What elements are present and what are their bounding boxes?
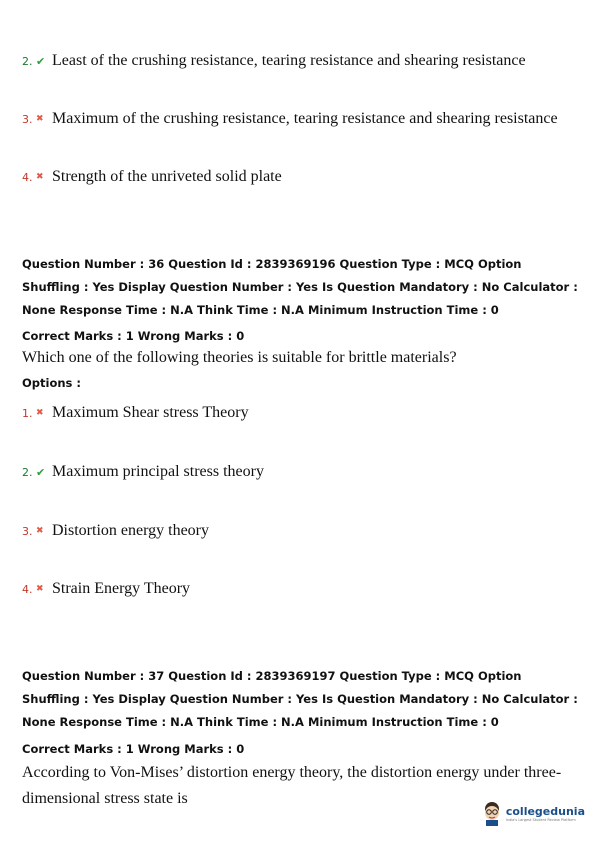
option-number: 3. (22, 112, 33, 126)
option-number: 3. (22, 524, 33, 538)
question-meta: Question Number : 36 Question Id : 2839369196 Question Type : MCQ Option Shuffling : Yes Display Question Number : Yes Is Question Mandatory : No Calculator : None Response Time : N.A Think Time : N.A Minimum Instruction Time : 0 (22, 257, 578, 317)
option-row (22, 522, 209, 540)
options-label: Options : (22, 376, 81, 390)
option-text: Maximum of the crushing resistance, tearing resistance and shearing resistance (52, 110, 558, 127)
option-number: 2. (22, 465, 33, 479)
cross-icon: ✖ (36, 408, 44, 418)
option-text: Maximum principal stress theory (52, 463, 264, 480)
option-number: 4. (22, 582, 33, 596)
option-row (22, 110, 558, 128)
logo-name: collegedunia (505, 804, 585, 818)
mascot-icon (480, 800, 504, 826)
option-row (22, 463, 264, 481)
check-icon: ✔ (36, 54, 46, 68)
question-text-continued: dimensional stress state is (22, 790, 188, 807)
question-marks: Correct Marks : 1 Wrong Marks : 0 (22, 742, 245, 756)
logo-tagline: India's Largest Student Review Platform (505, 817, 576, 822)
cross-icon: ✖ (36, 114, 44, 124)
option-text: Maximum Shear stress Theory (52, 404, 249, 421)
option-number: 4. (22, 170, 33, 184)
collegedunia-logo (480, 800, 585, 826)
option-number: 2. (22, 54, 33, 68)
option-number: 1. (22, 406, 33, 420)
option-row (22, 580, 190, 598)
cross-icon: ✖ (36, 584, 44, 594)
cross-icon: ✖ (36, 172, 44, 182)
question-text: Which one of the following theories is suitable for brittle materials? (22, 349, 457, 366)
option-text: Strain Energy Theory (52, 580, 191, 597)
check-icon: ✔ (36, 465, 46, 479)
question-marks: Correct Marks : 1 Wrong Marks : 0 (22, 329, 245, 343)
option-text: Distortion energy theory (52, 522, 210, 539)
cross-icon: ✖ (36, 526, 44, 536)
option-text: Strength of the unriveted solid plate (52, 168, 282, 185)
option-row (22, 404, 249, 422)
question-text: According to Von-Mises’ distortion energy theory, the distortion energy under three- (22, 764, 562, 781)
option-row (22, 168, 282, 186)
question-meta: Question Number : 37 Question Id : 2839369197 Question Type : MCQ Option Shuffling : Yes Display Question Number : Yes Is Question Mandatory : No Calculator : None Response Time : N.A Think Time : N.A Minimum Instruction Time : 0 (22, 669, 578, 729)
option-text: Least of the crushing resistance, tearing resistance and shearing resistance (52, 52, 526, 69)
option-row (22, 52, 526, 70)
